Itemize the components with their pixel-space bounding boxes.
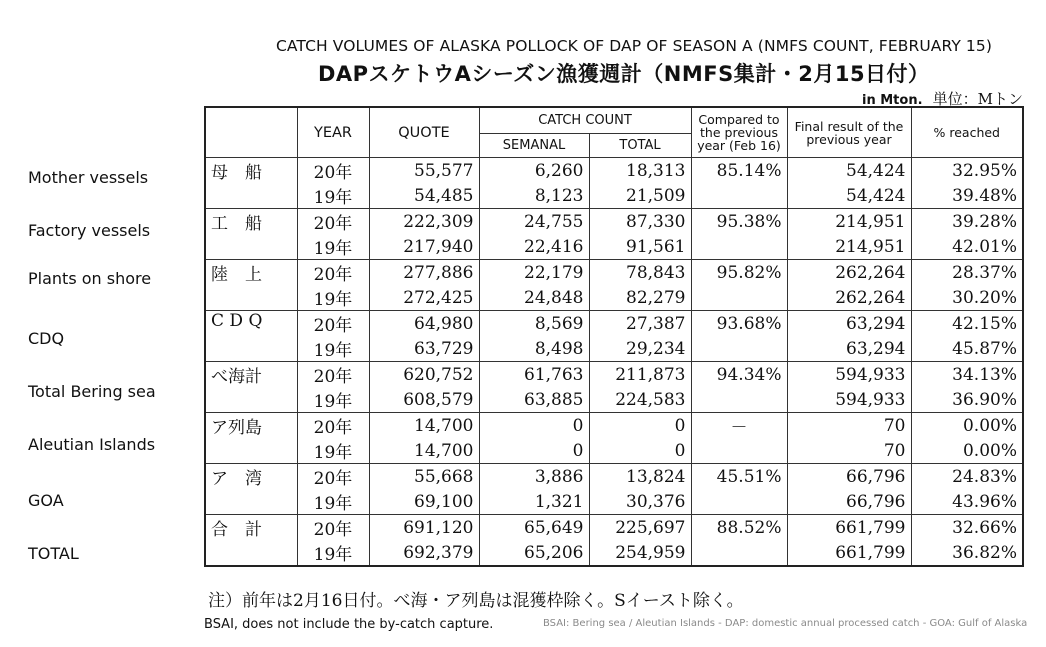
compared-cell <box>691 540 787 566</box>
year-cell: 20年 <box>297 515 369 541</box>
total-cell: 211,873 <box>589 362 691 388</box>
table-row <box>205 158 1023 184</box>
total-cell: 0 <box>589 438 691 464</box>
reached-cell: 34.13% <box>911 362 1023 388</box>
semanal-cell: 24,755 <box>479 209 589 235</box>
compared-cell <box>691 387 787 413</box>
year-cell: 20年 <box>297 158 369 184</box>
total-cell: 30,376 <box>589 489 691 515</box>
table-row <box>205 209 1023 235</box>
category-cell: ア 湾 <box>205 464 297 515</box>
category-cell: 母 船 <box>205 158 297 209</box>
header-semanal: SEMANAL <box>479 134 589 158</box>
quote-cell: 691,120 <box>369 515 479 541</box>
header-catch-count: CATCH COUNT <box>479 107 691 134</box>
year-cell: 19年 <box>297 438 369 464</box>
note-japanese: 注）前年は2月16日付。べ海・ア列島は混獲枠除く。Sイースト除く。 <box>208 591 744 611</box>
side-label-cdq: CDQ <box>28 329 65 348</box>
quote-cell: 55,668 <box>369 464 479 490</box>
table-row <box>205 260 1023 286</box>
final-cell: 63,294 <box>787 336 911 362</box>
quote-cell: 64,980 <box>369 311 479 337</box>
final-cell: 262,264 <box>787 260 911 286</box>
final-cell: 54,424 <box>787 183 911 209</box>
category-cell: 陸 上 <box>205 260 297 311</box>
year-cell: 20年 <box>297 362 369 388</box>
header-compared: Compared to the previous year (Feb 16) <box>691 107 787 158</box>
total-cell: 27,387 <box>589 311 691 337</box>
semanal-cell: 8,569 <box>479 311 589 337</box>
semanal-cell: 1,321 <box>479 489 589 515</box>
reached-cell: 42.01% <box>911 234 1023 260</box>
semanal-cell: 6,260 <box>479 158 589 184</box>
total-cell: 18,313 <box>589 158 691 184</box>
unit-japanese: 単位：Mトン <box>932 90 1024 108</box>
table-row <box>205 234 1023 260</box>
note-english: BSAI, does not include the by-catch capture. <box>204 617 494 632</box>
quote-cell: 277,886 <box>369 260 479 286</box>
catch-table <box>204 106 1024 567</box>
table-row <box>205 285 1023 311</box>
header-total: TOTAL <box>589 134 691 158</box>
table-row <box>205 489 1023 515</box>
total-cell: 91,561 <box>589 234 691 260</box>
category-cell: べ海計 <box>205 362 297 413</box>
reached-cell: 30.20% <box>911 285 1023 311</box>
final-cell: 66,796 <box>787 489 911 515</box>
quote-cell: 69,100 <box>369 489 479 515</box>
semanal-cell: 22,416 <box>479 234 589 260</box>
total-cell: 0 <box>589 413 691 439</box>
compared-cell: 85.14% <box>691 158 787 184</box>
reached-cell: 43.96% <box>911 489 1023 515</box>
semanal-cell: 65,649 <box>479 515 589 541</box>
semanal-cell: 0 <box>479 413 589 439</box>
reached-cell: 36.82% <box>911 540 1023 566</box>
year-cell: 19年 <box>297 540 369 566</box>
reached-cell: 28.37% <box>911 260 1023 286</box>
semanal-cell: 61,763 <box>479 362 589 388</box>
table-row <box>205 336 1023 362</box>
side-label-total: TOTAL <box>28 544 79 563</box>
year-cell: 19年 <box>297 234 369 260</box>
header-reached: % reached <box>911 107 1023 158</box>
final-cell: 70 <box>787 438 911 464</box>
total-cell: 13,824 <box>589 464 691 490</box>
header-final-result: Final result of the previous year <box>787 107 911 158</box>
year-cell: 19年 <box>297 285 369 311</box>
final-cell: 214,951 <box>787 209 911 235</box>
quote-cell: 14,700 <box>369 413 479 439</box>
compared-cell <box>691 489 787 515</box>
semanal-cell: 65,206 <box>479 540 589 566</box>
header-quote: QUOTE <box>369 107 479 158</box>
year-cell: 19年 <box>297 387 369 413</box>
reached-cell: 39.28% <box>911 209 1023 235</box>
side-label-goa: GOA <box>28 491 64 510</box>
category-cell: C D Q <box>205 311 297 362</box>
header-year: YEAR <box>297 107 369 158</box>
final-cell: 661,799 <box>787 540 911 566</box>
final-cell: 54,424 <box>787 158 911 184</box>
quote-cell: 608,579 <box>369 387 479 413</box>
reached-cell: 32.95% <box>911 158 1023 184</box>
total-cell: 29,234 <box>589 336 691 362</box>
category-cell: ア列島 <box>205 413 297 464</box>
final-cell: 66,796 <box>787 464 911 490</box>
side-label-mother-vessels: Mother vessels <box>28 168 149 187</box>
quote-cell: 272,425 <box>369 285 479 311</box>
compared-cell <box>691 336 787 362</box>
quote-cell: 620,752 <box>369 362 479 388</box>
year-cell: 20年 <box>297 464 369 490</box>
side-label-aleutian-islands: Aleutian Islands <box>28 435 156 454</box>
table-row <box>205 362 1023 388</box>
table-row <box>205 540 1023 566</box>
semanal-cell: 0 <box>479 438 589 464</box>
final-cell: 63,294 <box>787 311 911 337</box>
title-japanese: DAPスケトウAシーズン漁獲週計（NMFS集計・2月15日付） <box>318 62 930 86</box>
semanal-cell: 8,498 <box>479 336 589 362</box>
semanal-cell: 63,885 <box>479 387 589 413</box>
table-row <box>205 464 1023 490</box>
unit-english: in Mton. <box>862 93 923 108</box>
semanal-cell: 8,123 <box>479 183 589 209</box>
quote-cell: 222,309 <box>369 209 479 235</box>
compared-cell: 93.68% <box>691 311 787 337</box>
quote-cell: 217,940 <box>369 234 479 260</box>
final-cell: 262,264 <box>787 285 911 311</box>
final-cell: 214,951 <box>787 234 911 260</box>
reached-cell: 0.00% <box>911 413 1023 439</box>
side-label-total-bering-sea: Total Bering sea <box>28 382 156 401</box>
compared-cell <box>691 183 787 209</box>
total-cell: 254,959 <box>589 540 691 566</box>
reached-cell: 39.48% <box>911 183 1023 209</box>
reached-cell: 32.66% <box>911 515 1023 541</box>
final-cell: 594,933 <box>787 362 911 388</box>
title-english: CATCH VOLUMES OF ALASKA POLLOCK OF DAP OF SEASON A (NMFS COUNT, FEBRUARY 15) <box>276 37 993 55</box>
total-cell: 224,583 <box>589 387 691 413</box>
compared-cell: 94.34% <box>691 362 787 388</box>
total-cell: 78,843 <box>589 260 691 286</box>
year-cell: 20年 <box>297 311 369 337</box>
side-label-factory-vessels: Factory vessels <box>28 221 151 240</box>
compared-cell: － <box>691 413 787 439</box>
side-label-plants-on-shore: Plants on shore <box>28 269 152 288</box>
quote-cell: 692,379 <box>369 540 479 566</box>
year-cell: 19年 <box>297 183 369 209</box>
quote-cell: 55,577 <box>369 158 479 184</box>
compared-cell: 88.52% <box>691 515 787 541</box>
total-cell: 82,279 <box>589 285 691 311</box>
final-cell: 661,799 <box>787 515 911 541</box>
compared-cell: 95.82% <box>691 260 787 286</box>
year-cell: 20年 <box>297 260 369 286</box>
year-cell: 20年 <box>297 413 369 439</box>
total-cell: 225,697 <box>589 515 691 541</box>
final-cell: 70 <box>787 413 911 439</box>
table-row <box>205 311 1023 337</box>
semanal-cell: 22,179 <box>479 260 589 286</box>
total-cell: 87,330 <box>589 209 691 235</box>
table-row <box>205 183 1023 209</box>
note-abbreviations: BSAI: Bering sea / Aleutian Islands - DAP: domestic annual processed catch - GOA: Gulf of Alaska <box>543 618 1028 629</box>
compared-cell: 45.51% <box>691 464 787 490</box>
quote-cell: 14,700 <box>369 438 479 464</box>
semanal-cell: 3,886 <box>479 464 589 490</box>
category-cell: 工 船 <box>205 209 297 260</box>
reached-cell: 45.87% <box>911 336 1023 362</box>
compared-cell <box>691 438 787 464</box>
year-cell: 19年 <box>297 489 369 515</box>
category-cell: 合 計 <box>205 515 297 567</box>
semanal-cell: 24,848 <box>479 285 589 311</box>
total-cell: 21,509 <box>589 183 691 209</box>
table-row <box>205 515 1023 541</box>
final-cell: 594,933 <box>787 387 911 413</box>
compared-cell <box>691 234 787 260</box>
compared-cell: 95.38% <box>691 209 787 235</box>
table-row <box>205 438 1023 464</box>
compared-cell <box>691 285 787 311</box>
table-row <box>205 413 1023 439</box>
reached-cell: 42.15% <box>911 311 1023 337</box>
header-category <box>205 107 297 158</box>
table-row <box>205 387 1023 413</box>
quote-cell: 54,485 <box>369 183 479 209</box>
reached-cell: 24.83% <box>911 464 1023 490</box>
reached-cell: 36.90% <box>911 387 1023 413</box>
year-cell: 20年 <box>297 209 369 235</box>
reached-cell: 0.00% <box>911 438 1023 464</box>
quote-cell: 63,729 <box>369 336 479 362</box>
year-cell: 19年 <box>297 336 369 362</box>
